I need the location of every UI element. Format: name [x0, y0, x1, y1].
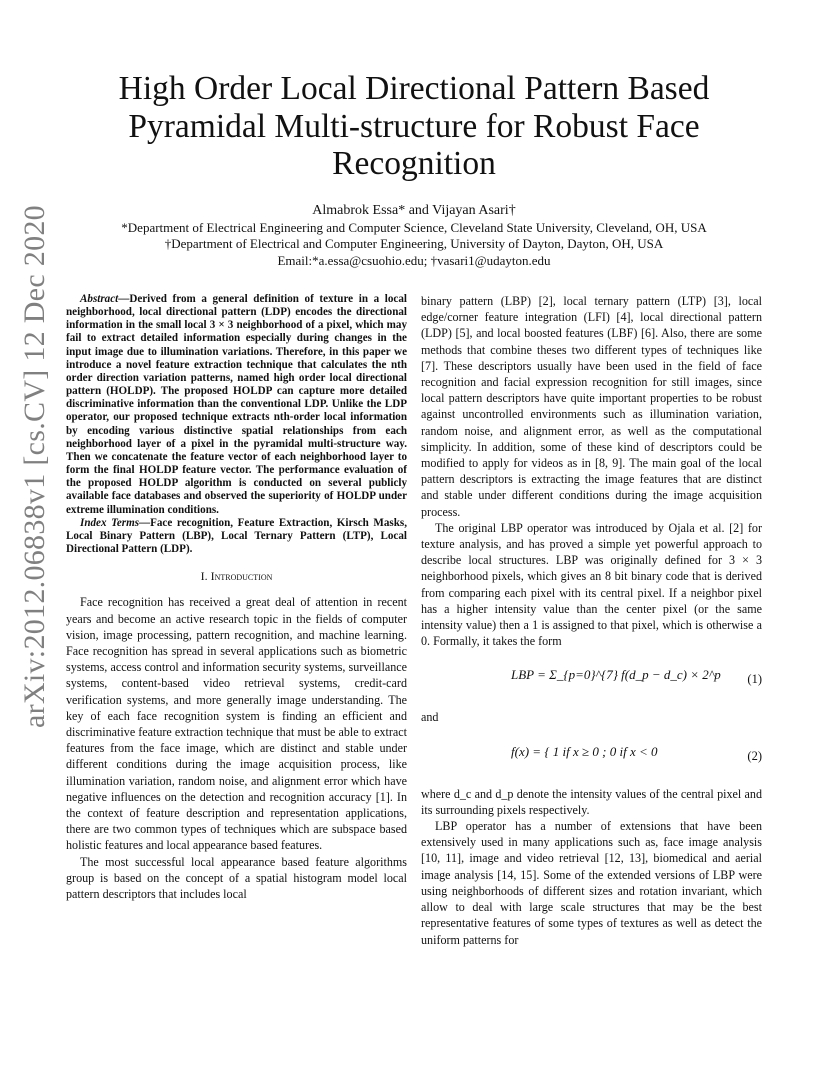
abstract-label: Abstract	[80, 293, 119, 305]
and-connector: and	[421, 710, 439, 725]
equation-1-body: LBP = Σ_{p=0}^{7} f(d_p − d_c) × 2^p	[511, 667, 721, 683]
right-paragraph-2: The original LBP operator was introduced by Ojala et al. [2] for texture analysis, and has proved a simple yet powerful approach to describe local structures. LBP was originally defined for 3 × 3 neighborhood pixels, which gives an 8 bit binary code that is derived from comparing each pixel with its central pixel. If a neighbor pixel has a higher intensity value than the center pixel (or the same intensity value) then a 1 is assigned to that pixel, which is otherwise a 0. Formally, it takes the form	[421, 520, 762, 649]
abstract-text: —Derived from a general definition of texture in a local neighborhood, local directional pattern (LDP) encodes the directional information in the small local 3 × 3 neighborhood of a pixel, which may fail to extract detailed information especially during changes in the input image due to illumination variations. Therefore, in this paper we introduce a novel feature extraction technique that calculates the nth order direction variation patterns, named high order local directional pattern (HOLDP). The proposed HOLDP can capture more detailed discriminative information than the conventional LDP. Unlike the LDP operator, our proposed technique extracts nth-order local information by encoding various distinctive spatial relationships from each neighborhood layer of a pixel in the pyramidal multi-structure way. Then we concatenate the feature vector of each neighborhood layer to form the final HOLDP feature vector. The performance evaluation of the proposed HOLDP algorithm is conducted on several publicly available face databases and observed the superiority of HOLDP under extreme illumination conditions.	[66, 293, 407, 516]
equation-2-body: f(x) = { 1 if x ≥ 0 ; 0 if x < 0	[511, 743, 658, 759]
right-paragraph-1: binary pattern (LBP) [2], local ternary pattern (LTP) [3], local edge/corner feature integration (LFI) [4], local directional pattern (LDP) [5], and local boosted features (LBF) [6]. Also, there are some methods that combine theses two different types of techniques like [7]. These descriptors usually have been used in the field of face recognition and facial expression recognition for still images, since local pattern descriptors have quite important properties to be robust against uncontrolled environments such as illumination variation, random noise, and alignment error, as well as the computational simplicity. In addition, some of these kind of descriptors could be modified to apply for videos as in [8, 9]. The main goal of the local pattern descriptors is extracting the image features that are distinct and stable under different conditions during the image acquisition process.	[421, 294, 762, 519]
index-terms-text: —Face recognition, Feature Extraction, Kirsch Masks, Local Binary Pattern (LBP), Local Ternary Pattern (LTP), Local Directional Pattern (LDP).	[66, 516, 407, 555]
index-terms	[66, 517, 407, 556]
email-line: Email:*a.essa@csuohio.edu; †vasari1@udayton.edu	[277, 253, 551, 268]
affiliation-2: †Department of Electrical and Computer Engineering, University of Dayton, Dayton, OH, USA	[164, 236, 664, 251]
after-eq-paragraph-2: LBP operator has a number of extensions that have been extensively used in many applications such as, face image analysis [10, 11], image and video retrieval [12, 13], biomedical and aerial image analysis [14, 15]. Some of the extended versions of LBP were using neighborhoods of different sizes and rotation invariant, which allow to deal with large scale structures that may be the best representative features of some types of textures as well as detect the uniform patterns for	[421, 819, 762, 947]
paper-title: High Order Local Directional Pattern Based Pyramidal Multi-structure for Robust Face Recognition	[118, 70, 710, 182]
arxiv-stamp: arXiv:2012.06838v1 [cs.CV] 12 Dec 2020	[18, 205, 51, 728]
affiliation-1: *Department of Electrical Engineering and Computer Science, Cleveland State University, Cleveland, OH, USA	[121, 220, 707, 235]
intro-paragraph-1: Face recognition has received a great deal of attention in recent years and become an active research topic in the fields of computer vision, image processing, pattern recognition, and machine learning. Face recognition has spread in several applications such as biometric systems, access control and information security systems, surveillance systems, content-based video retrieval systems, credit-card verification systems, and more generally image understanding. The key of each face recognition system is finding an efficient and discriminative feature extraction technique that must be able to extract features from the face image, which are distinct and stable under different conditions during the image acquisition process, like illumination variation, random noise, and alignment error which have negative influences on the detection and recognition accuracy [1]. In the context of feature description and representation applications, there are two common types of techniques which are subspace based holistic features and local appearance based features.	[66, 595, 407, 853]
equation-1	[421, 657, 762, 701]
intro-paragraph-2: The most successful local appearance based feature algorithms group is based on the concept of a spatial histogram model local pattern descriptors that includes local	[66, 854, 407, 901]
right-column	[421, 293, 762, 948]
left-column	[66, 293, 407, 902]
equation-2	[421, 734, 762, 778]
equation-1-number: (1)	[747, 672, 762, 687]
index-terms-label: Index Terms	[80, 516, 140, 529]
authors: Almabrok Essa* and Vijayan Asari†	[312, 203, 516, 218]
after-eq-paragraph-1: where d_c and d_p denote the intensity values of the central pixel and its surrounding pixels respectively.	[421, 786, 762, 817]
equation-2-number: (2)	[747, 748, 762, 763]
section-heading-introduction: I. Introduction	[200, 569, 273, 584]
abstract	[66, 293, 407, 517]
